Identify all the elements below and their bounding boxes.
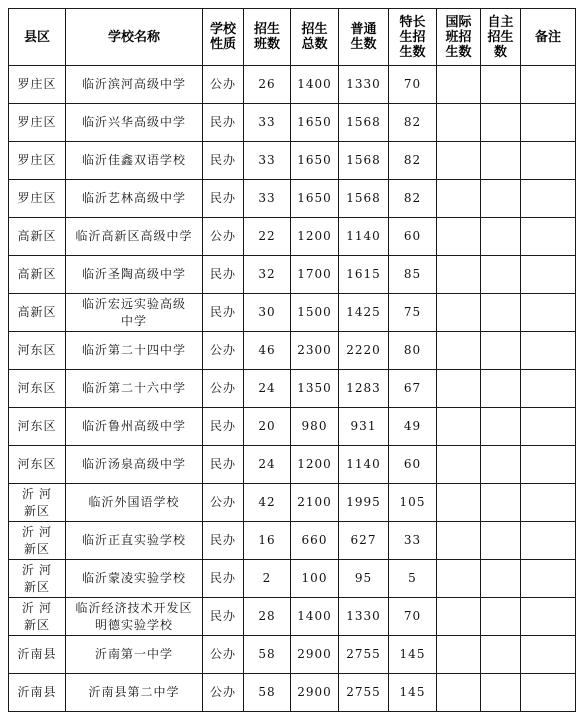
county-text: 沂河新区: [22, 562, 52, 594]
total-enrollment-cell: 2100: [291, 484, 339, 522]
county-cell: 河东区: [9, 408, 66, 446]
school-name-cell: 临沂外国语学校: [66, 484, 203, 522]
international-class-cell: [437, 446, 481, 484]
school-type-cell: 民办: [203, 560, 244, 598]
header-specialty-students: [389, 9, 437, 66]
independent-enrollment-cell: [481, 66, 521, 104]
header-class-count: [244, 9, 291, 66]
county-cell: 河东区: [9, 446, 66, 484]
regular-students-cell: 1568: [339, 142, 389, 180]
regular-students-cell: 1140: [339, 446, 389, 484]
school-name-cell: 临沂滨河高级中学: [66, 66, 203, 104]
school-type-cell: 公办: [203, 218, 244, 256]
specialty-students-cell: 60: [389, 446, 437, 484]
header-county: [9, 9, 66, 66]
county-cell: 罗庄区: [9, 104, 66, 142]
total-enrollment-cell: 1650: [291, 180, 339, 218]
class-count-cell: 16: [244, 522, 291, 560]
class-count-cell: 30: [244, 294, 291, 332]
class-count-cell: 42: [244, 484, 291, 522]
county-text: 沂河新区: [22, 524, 52, 556]
regular-students-cell: 1425: [339, 294, 389, 332]
header-school-name-label: 学校名称: [107, 29, 160, 45]
specialty-students-cell: 33: [389, 522, 437, 560]
header-school-name: [66, 9, 203, 66]
school-type-cell: 公办: [203, 674, 244, 712]
table-row: [9, 522, 576, 560]
county-cell: [9, 522, 66, 560]
total-enrollment-cell: 2900: [291, 674, 339, 712]
school-type-cell: 公办: [203, 332, 244, 370]
header-regular-students: [339, 9, 389, 66]
school-type-cell: 公办: [203, 484, 244, 522]
international-class-cell: [437, 218, 481, 256]
table-row: [9, 218, 576, 256]
county-cell: 罗庄区: [9, 142, 66, 180]
regular-students-cell: 2755: [339, 636, 389, 674]
international-class-cell: [437, 332, 481, 370]
international-class-cell: [437, 66, 481, 104]
county-cell: 高新区: [9, 294, 66, 332]
school-name-cell: 临沂高新区高级中学: [66, 218, 203, 256]
class-count-cell: 58: [244, 636, 291, 674]
total-enrollment-cell: 1700: [291, 256, 339, 294]
total-enrollment-cell: 1500: [291, 294, 339, 332]
county-cell: [9, 560, 66, 598]
total-enrollment-cell: 1650: [291, 104, 339, 142]
class-count-cell: 46: [244, 332, 291, 370]
independent-enrollment-cell: [481, 180, 521, 218]
table-row: [9, 636, 576, 674]
regular-students-cell: 1283: [339, 370, 389, 408]
school-name-cell: 临沂鲁州高级中学: [66, 408, 203, 446]
class-count-cell: 32: [244, 256, 291, 294]
table-row: [9, 408, 576, 446]
table-row: [9, 370, 576, 408]
remarks-cell: [521, 408, 576, 446]
specialty-students-cell: 82: [389, 180, 437, 218]
specialty-students-cell: 70: [389, 598, 437, 636]
international-class-cell: [437, 142, 481, 180]
independent-enrollment-cell: [481, 636, 521, 674]
regular-students-cell: 1615: [339, 256, 389, 294]
header-independent-enrollment-label: 自主招生数: [487, 14, 514, 60]
class-count-cell: 33: [244, 180, 291, 218]
school-type-cell: 民办: [203, 256, 244, 294]
table-row: [9, 294, 576, 332]
school-name-cell: 临沂圣陶高级中学: [66, 256, 203, 294]
enrollment-table: [8, 8, 576, 712]
county-text: 沂河新区: [22, 600, 52, 632]
international-class-cell: [437, 408, 481, 446]
specialty-students-cell: 60: [389, 218, 437, 256]
header-total-enrollment-label: 招生总数: [301, 22, 328, 52]
header-county-label: 县区: [23, 29, 50, 45]
table-row: [9, 142, 576, 180]
international-class-cell: [437, 370, 481, 408]
international-class-cell: [437, 180, 481, 218]
specialty-students-cell: 82: [389, 104, 437, 142]
international-class-cell: [437, 256, 481, 294]
international-class-cell: [437, 598, 481, 636]
independent-enrollment-cell: [481, 104, 521, 142]
specialty-students-cell: 5: [389, 560, 437, 598]
school-name-cell: 临沂第二十四中学: [66, 332, 203, 370]
school-name-cell: 临沂汤泉高级中学: [66, 446, 203, 484]
international-class-cell: [437, 522, 481, 560]
class-count-cell: 26: [244, 66, 291, 104]
remarks-cell: [521, 180, 576, 218]
independent-enrollment-cell: [481, 256, 521, 294]
independent-enrollment-cell: [481, 218, 521, 256]
remarks-cell: [521, 332, 576, 370]
regular-students-cell: 2755: [339, 674, 389, 712]
independent-enrollment-cell: [481, 142, 521, 180]
class-count-cell: 2: [244, 560, 291, 598]
regular-students-cell: 627: [339, 522, 389, 560]
header-total-enrollment: [291, 9, 339, 66]
county-cell: 河东区: [9, 332, 66, 370]
county-cell: 高新区: [9, 218, 66, 256]
school-name-cell: 临沂佳鑫双语学校: [66, 142, 203, 180]
school-type-cell: 民办: [203, 180, 244, 218]
table-row: [9, 560, 576, 598]
table-row: [9, 104, 576, 142]
regular-students-cell: 931: [339, 408, 389, 446]
independent-enrollment-cell: [481, 484, 521, 522]
regular-students-cell: 1330: [339, 598, 389, 636]
international-class-cell: [437, 560, 481, 598]
specialty-students-cell: 75: [389, 294, 437, 332]
school-name-cell: 临沂蒙凌实验学校: [66, 560, 203, 598]
table-row: [9, 674, 576, 712]
remarks-cell: [521, 218, 576, 256]
total-enrollment-cell: 1200: [291, 446, 339, 484]
total-enrollment-cell: 100: [291, 560, 339, 598]
independent-enrollment-cell: [481, 598, 521, 636]
independent-enrollment-cell: [481, 446, 521, 484]
school-type-cell: 民办: [203, 522, 244, 560]
total-enrollment-cell: 1200: [291, 218, 339, 256]
header-international-class-label: 国际班招生数: [445, 14, 472, 60]
table-row: [9, 180, 576, 218]
school-type-cell: 公办: [203, 636, 244, 674]
table-row: [9, 598, 576, 636]
school-name-cell: 沂南第一中学: [66, 636, 203, 674]
total-enrollment-cell: 980: [291, 408, 339, 446]
specialty-students-cell: 67: [389, 370, 437, 408]
header-international-class: [437, 9, 481, 66]
table-row: [9, 66, 576, 104]
header-row: [9, 9, 576, 66]
county-cell: 河东区: [9, 370, 66, 408]
independent-enrollment-cell: [481, 560, 521, 598]
school-name-cell: [66, 294, 203, 332]
independent-enrollment-cell: [481, 294, 521, 332]
school-type-cell: 公办: [203, 66, 244, 104]
class-count-cell: 28: [244, 598, 291, 636]
remarks-cell: [521, 370, 576, 408]
class-count-cell: 22: [244, 218, 291, 256]
header-school-type: [203, 9, 244, 66]
table-row: [9, 332, 576, 370]
total-enrollment-cell: 1400: [291, 66, 339, 104]
table-row: [9, 484, 576, 522]
independent-enrollment-cell: [481, 522, 521, 560]
remarks-cell: [521, 66, 576, 104]
county-text: 沂河新区: [22, 486, 52, 518]
independent-enrollment-cell: [481, 674, 521, 712]
remarks-cell: [521, 598, 576, 636]
table-row: [9, 446, 576, 484]
remarks-cell: [521, 294, 576, 332]
class-count-cell: 20: [244, 408, 291, 446]
school-name-cell: 临沂兴华高级中学: [66, 104, 203, 142]
independent-enrollment-cell: [481, 370, 521, 408]
school-name-cell: 临沂正直实验学校: [66, 522, 203, 560]
school-type-cell: 民办: [203, 408, 244, 446]
international-class-cell: [437, 636, 481, 674]
county-cell: 罗庄区: [9, 66, 66, 104]
specialty-students-cell: 85: [389, 256, 437, 294]
international-class-cell: [437, 294, 481, 332]
regular-students-cell: 1140: [339, 218, 389, 256]
independent-enrollment-cell: [481, 332, 521, 370]
remarks-cell: [521, 256, 576, 294]
school-type-cell: 公办: [203, 370, 244, 408]
school-type-cell: 民办: [203, 294, 244, 332]
county-cell: 高新区: [9, 256, 66, 294]
international-class-cell: [437, 484, 481, 522]
independent-enrollment-cell: [481, 408, 521, 446]
header-specialty-students-label: 特长生招生数: [399, 14, 426, 60]
remarks-cell: [521, 636, 576, 674]
total-enrollment-cell: 1400: [291, 598, 339, 636]
school-type-cell: 民办: [203, 446, 244, 484]
county-cell: 沂南县: [9, 636, 66, 674]
header-remarks-label: 备注: [534, 29, 561, 45]
school-name-text: 临沂宏远实验高级中学: [81, 296, 186, 328]
remarks-cell: [521, 104, 576, 142]
class-count-cell: 24: [244, 446, 291, 484]
total-enrollment-cell: 1650: [291, 142, 339, 180]
total-enrollment-cell: 1350: [291, 370, 339, 408]
school-name-cell: 临沂经济技术开发区明德实验学校: [66, 598, 203, 636]
international-class-cell: [437, 674, 481, 712]
total-enrollment-cell: 2900: [291, 636, 339, 674]
table-row: [9, 256, 576, 294]
school-type-cell: 民办: [203, 142, 244, 180]
remarks-cell: [521, 484, 576, 522]
remarks-cell: [521, 446, 576, 484]
school-name-cell: 临沂第二十六中学: [66, 370, 203, 408]
school-type-cell: 民办: [203, 104, 244, 142]
regular-students-cell: 1568: [339, 180, 389, 218]
specialty-students-cell: 105: [389, 484, 437, 522]
remarks-cell: [521, 560, 576, 598]
header-remarks: [521, 9, 576, 66]
regular-students-cell: 1995: [339, 484, 389, 522]
remarks-cell: [521, 142, 576, 180]
specialty-students-cell: 145: [389, 674, 437, 712]
remarks-cell: [521, 522, 576, 560]
regular-students-cell: 2220: [339, 332, 389, 370]
county-cell: [9, 484, 66, 522]
specialty-students-cell: 82: [389, 142, 437, 180]
class-count-cell: 33: [244, 104, 291, 142]
specialty-students-cell: 49: [389, 408, 437, 446]
county-cell: 沂南县: [9, 674, 66, 712]
regular-students-cell: 1568: [339, 104, 389, 142]
specialty-students-cell: 145: [389, 636, 437, 674]
header-independent-enrollment: [481, 9, 521, 66]
regular-students-cell: 95: [339, 560, 389, 598]
total-enrollment-cell: 660: [291, 522, 339, 560]
school-name-cell: 沂南县第二中学: [66, 674, 203, 712]
header-school-type-label: 学校性质: [209, 22, 236, 52]
remarks-cell: [521, 674, 576, 712]
header-regular-students-label: 普通生数: [350, 22, 377, 52]
class-count-cell: 58: [244, 674, 291, 712]
specialty-students-cell: 70: [389, 66, 437, 104]
header-class-count-label: 招生班数: [253, 22, 280, 52]
specialty-students-cell: 80: [389, 332, 437, 370]
school-type-cell: 民办: [203, 598, 244, 636]
international-class-cell: [437, 104, 481, 142]
class-count-cell: 24: [244, 370, 291, 408]
regular-students-cell: 1330: [339, 66, 389, 104]
county-cell: [9, 598, 66, 636]
county-cell: 罗庄区: [9, 180, 66, 218]
class-count-cell: 33: [244, 142, 291, 180]
total-enrollment-cell: 2300: [291, 332, 339, 370]
school-name-cell: 临沂艺林高级中学: [66, 180, 203, 218]
